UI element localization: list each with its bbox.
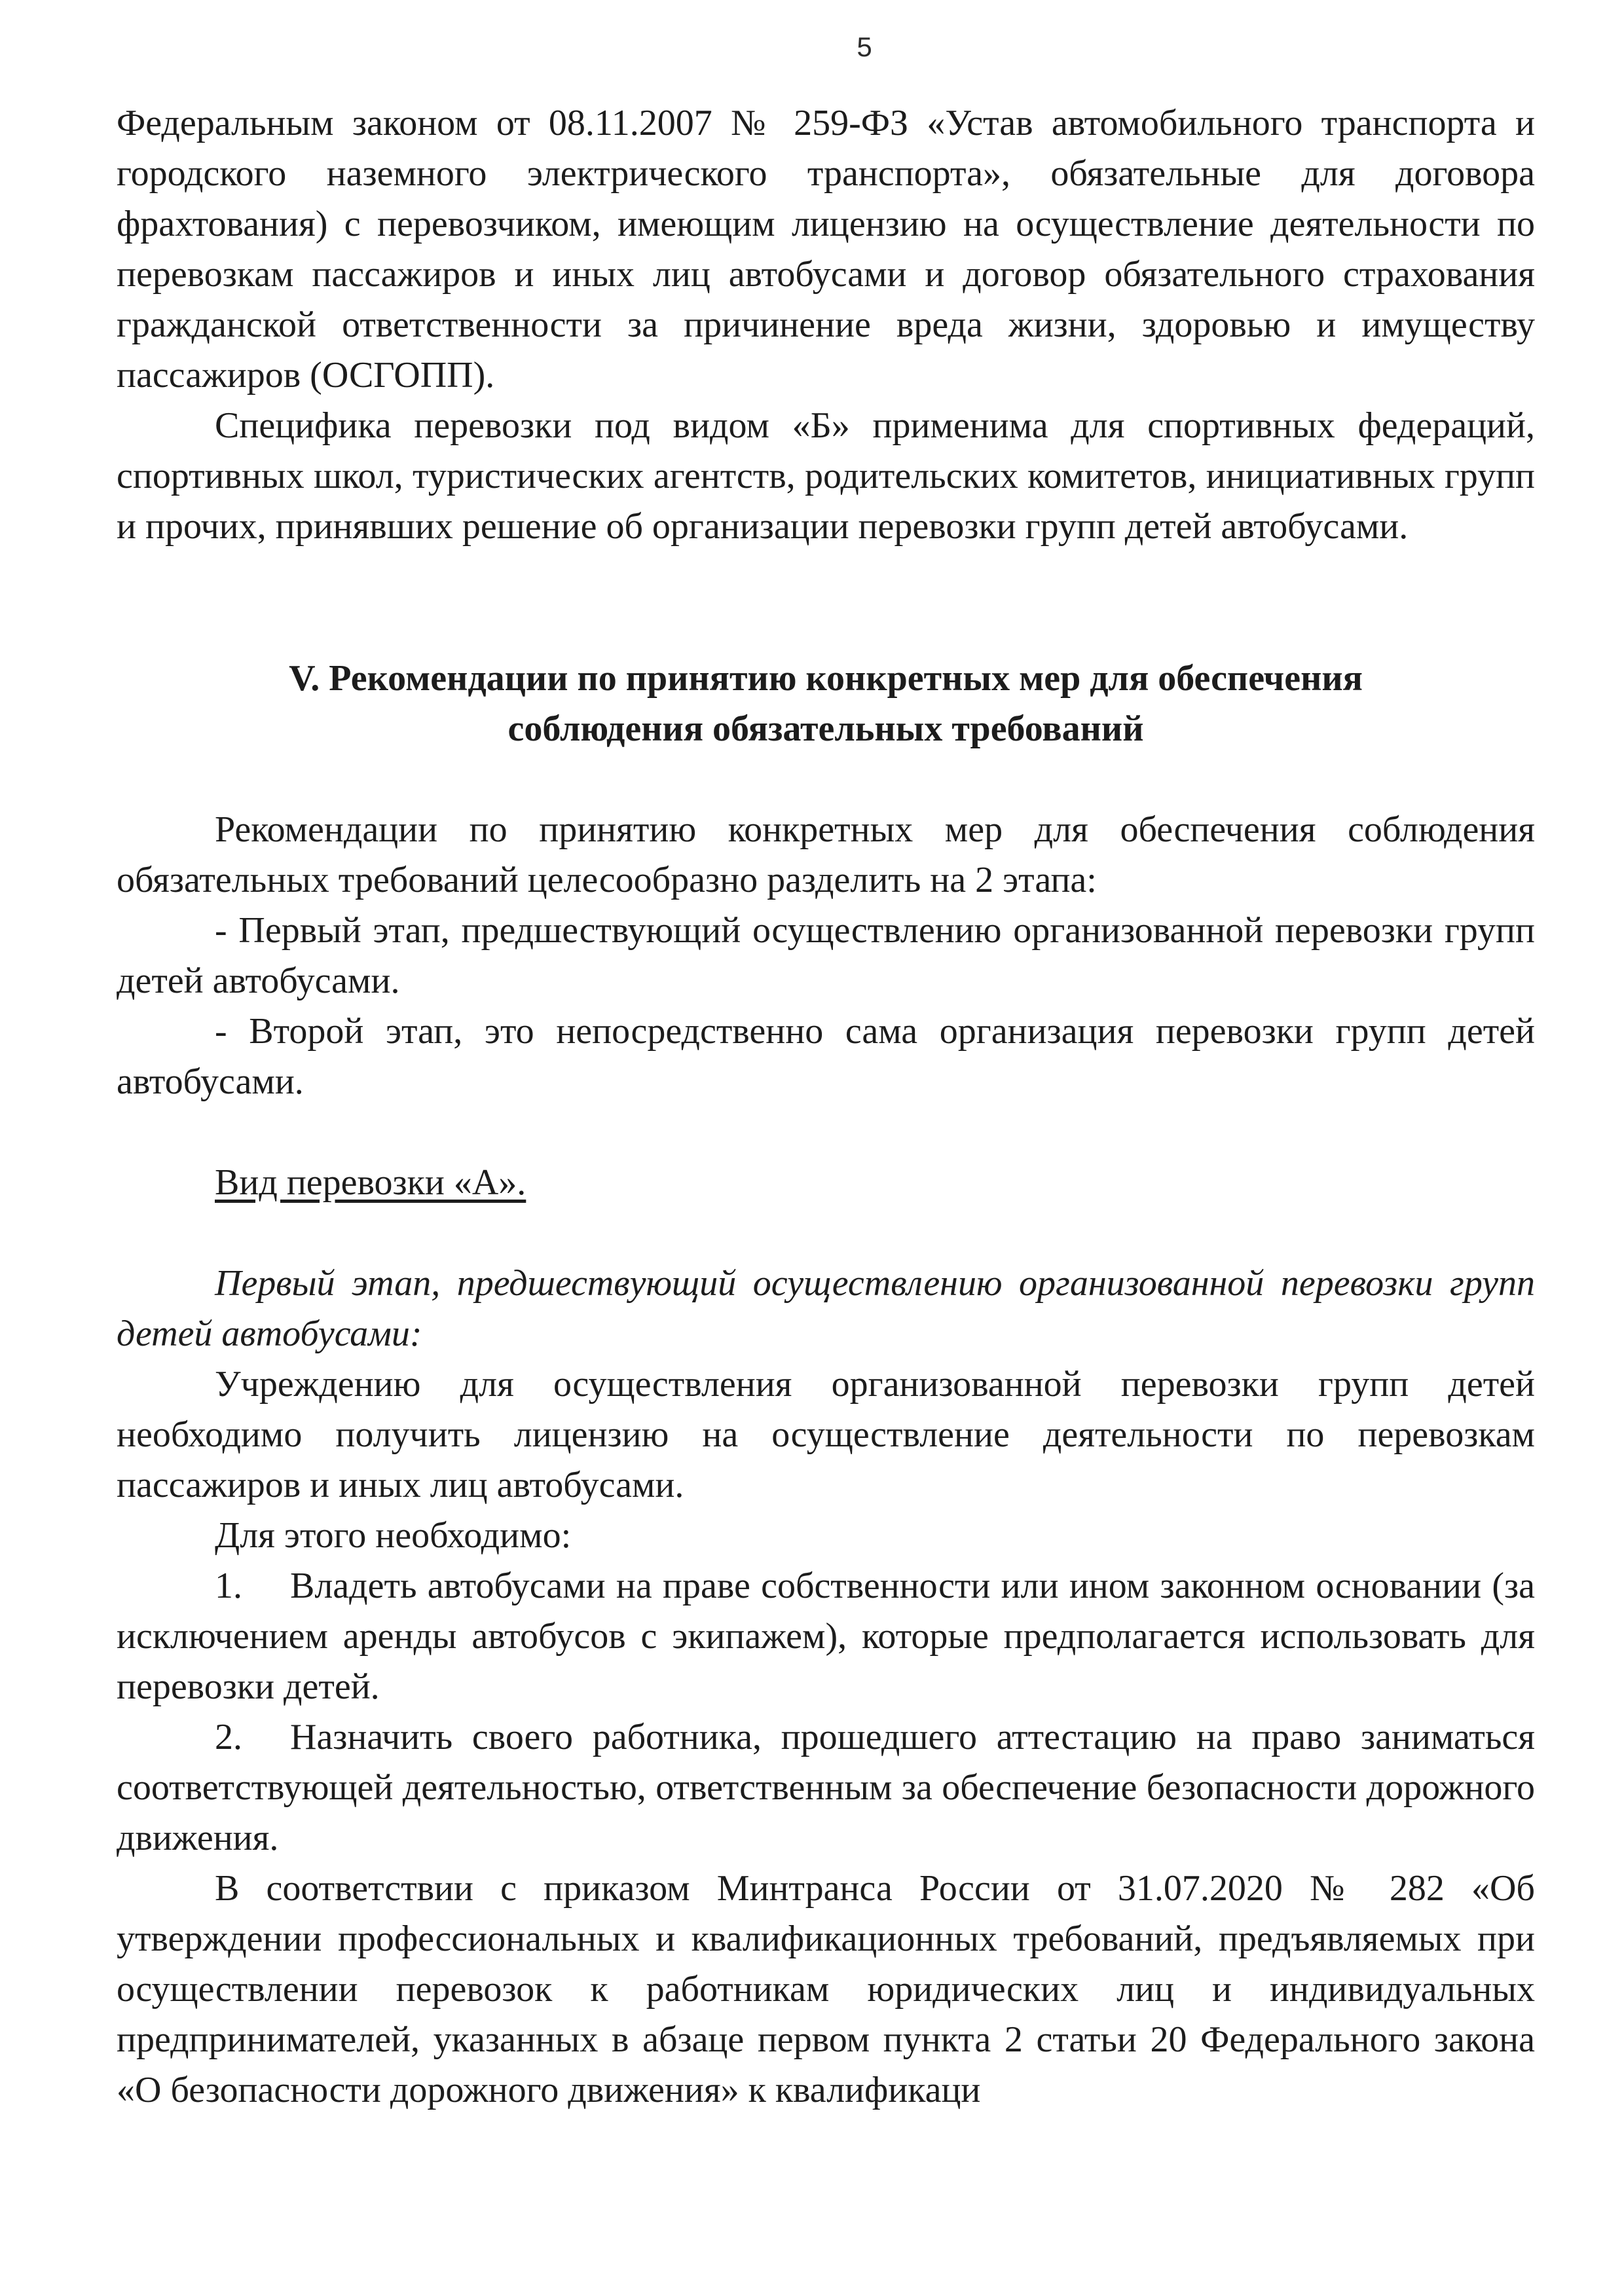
paragraph-stage-one: - Первый этап, предшествующий осуществлению организованной перевозки групп детей автобусами.	[117, 910, 1535, 1001]
requirement-number: 2.	[215, 1717, 242, 1757]
requirement-number: 1.	[215, 1566, 242, 1606]
section-heading	[117, 653, 1535, 754]
page-number: 5	[857, 31, 872, 62]
requirement-item-1	[117, 1561, 1535, 1712]
requirement-text: Владеть автобусами на праве собственности или ином законном основании (за исключением аренды автобусов с экипажем), которые предполагается использовать для перевозки детей.	[117, 1566, 1535, 1707]
subheading-type-a: Вид перевозки «А».	[215, 1162, 526, 1203]
spacer	[117, 1107, 1535, 1158]
document-body	[117, 98, 1535, 2116]
section-heading-line-1: V. Рекомендации по принятию конкретных мер для обеспечения	[289, 658, 1363, 699]
spacer	[117, 552, 1535, 653]
spacer	[117, 1208, 1535, 1258]
paragraph-license: Учреждению для осуществления организованной перевозки групп детей необходимо получить лицензию на осуществление деятельности по перевозкам пассажиров и иных лиц автобусами.	[117, 1364, 1535, 1505]
paragraph-type-b-specifics: Специфика перевозки под видом «Б» применима для спортивных федераций, спортивных школ, туристических агентств, родительских комитетов, инициативных групп и прочих, принявших решение об организации перевозки групп детей автобусами.	[117, 405, 1535, 547]
paragraph-recommendations-intro: Рекомендации по принятию конкретных мер для обеспечения соблюдения обязательных требований целесообразно разделить на 2 этапа:	[117, 809, 1535, 900]
paragraph-stage-two: - Второй этап, это непосредственно сама организация перевозки групп детей автобусами.	[117, 1011, 1535, 1102]
requirement-text: Назначить своего работника, прошедшего аттестацию на право заниматься соответствующей деятельностью, ответственным за обеспечение безопасности дорожного движения.	[117, 1717, 1535, 1858]
section-heading-line-2: соблюдения обязательных требований	[507, 708, 1144, 749]
spacer	[117, 754, 1535, 805]
requirement-item-2	[117, 1712, 1535, 1864]
italic-stage-intro: Первый этап, предшествующий осуществлению организованной перевозки групп детей автобусами:	[117, 1263, 1535, 1354]
paragraph-mintrans-order: В соответствии с приказом Минтранса России от 31.07.2020 № 282 «Об утверждении профессиональных и квалификационных требований, предъявляемых при осуществлении перевозок к работникам юридических лиц и индивидуальных предпринимателей, указанных в абзаце первом пункта 2 статьи 20 Федерального закона «О безопасности дорожного движения» к квалификаци	[117, 1868, 1535, 2110]
paragraph-continuation: Федеральным законом от 08.11.2007 № 259-ФЗ «Устав автомобильного транспорта и городского наземного электрического транспорта», обязательные для договора фрахтования) с перевозчиком, имеющим лицензию на осуществление деятельности по перевозкам пассажиров и иных лиц автобусами и договор обязательного страхования гражданской ответственности за причинение вреда жизни, здоровью и имуществу пассажиров (ОСГОПП).	[117, 103, 1535, 395]
paragraph-requirements-intro: Для этого необходимо:	[215, 1515, 572, 1556]
